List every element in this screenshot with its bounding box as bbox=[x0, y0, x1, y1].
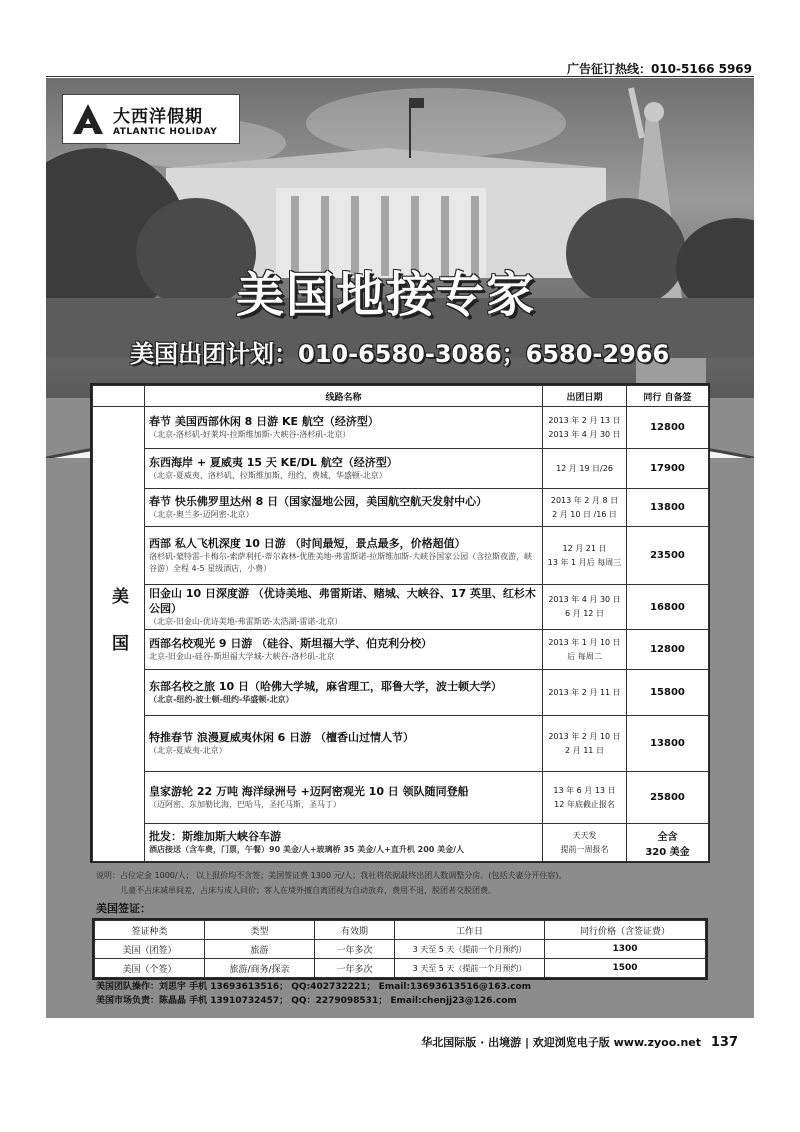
divider bbox=[46, 76, 754, 77]
visa-cell: 旅游 bbox=[205, 940, 315, 959]
route-price: 12800 bbox=[627, 630, 709, 670]
region-header bbox=[93, 386, 145, 407]
visa-cell: 一年多次 bbox=[315, 940, 395, 959]
logo-english: ATLANTIC HOLIDAY bbox=[113, 126, 218, 137]
route-title: 特推春节 浪漫夏威夷休闲 6 日游 （檀香山过情人节） bbox=[149, 731, 414, 744]
route-itinerary: （迈阿密、东加勒比海，巴哈马，圣托马斯，圣马丁） bbox=[149, 800, 341, 809]
route-date: 2013 年 2 月 10 日 bbox=[548, 731, 621, 741]
route-date: 13 年 1 月后 每周三 bbox=[547, 557, 622, 567]
tour-plan-phone: 美国出团计划：010-6580-3086；6580-2966 bbox=[130, 340, 670, 368]
visa-cell: 美国（团签） bbox=[95, 940, 205, 959]
route-date: 12 月 21 日 bbox=[562, 543, 607, 553]
contact-line: 美国团队操作：刘思宇 手机 13693613516； QQ:402732221； Email:13693613516@163.com bbox=[96, 982, 532, 992]
price-header: 同行 自备签 bbox=[627, 386, 709, 407]
table-row bbox=[93, 824, 709, 862]
route-itinerary: 洛杉矶-蒙特雷-卡梅尔-索萨利托-蒂尔森林-优胜美地-弗雷斯诺-拉斯维加斯-大峡谷国家公园（含拉斯夜游，峡谷游）全程 4-5 星级酒店，小费） bbox=[149, 552, 533, 573]
visa-cell: 一年多次 bbox=[315, 959, 395, 978]
route-date: 后 每周二 bbox=[567, 651, 602, 661]
page-number: 137 bbox=[710, 1035, 738, 1050]
table-row bbox=[93, 585, 709, 630]
route-price: 15800 bbox=[627, 670, 709, 716]
visa-cell: 3 天至 5 天（提前一个月预约） bbox=[395, 959, 545, 978]
route-title: 旧金山 10 日深度游 （优诗美地、弗雷斯诺、赌城、大峡谷、17 英里、红杉木公园） bbox=[149, 587, 536, 615]
route-title: 东西海岸 + 夏威夷 15 天 KE/DL 航空（经济型） bbox=[149, 456, 398, 469]
route-date: 2013 年 4 月 30 日 bbox=[548, 429, 621, 439]
visa-cell: 旅游/商务/探亲 bbox=[205, 959, 315, 978]
route-date: 2013 年 1 月 10 日 bbox=[548, 637, 621, 647]
visa-header: 类型 bbox=[205, 921, 315, 940]
route-itinerary: （北京-奥兰多-迈阿密-北京） bbox=[149, 510, 254, 519]
banner-image bbox=[46, 78, 754, 398]
visa-row bbox=[95, 940, 706, 959]
route-price: 13800 bbox=[627, 489, 709, 527]
footer-text: 华北国际版 · 出境游 | 欢迎浏览电子版 www.zyoo.net bbox=[421, 1036, 702, 1049]
route-date: 6 月 12 日 bbox=[565, 609, 604, 618]
table-row bbox=[93, 630, 709, 670]
visa-row bbox=[95, 959, 706, 978]
route-title: 春节 快乐佛罗里达州 8 日（国家湿地公园，美国航空航天发射中心） bbox=[149, 495, 488, 508]
page-footer bbox=[421, 1034, 738, 1050]
slogan: 美国地接专家 bbox=[236, 267, 537, 323]
table-row bbox=[93, 772, 709, 824]
route-date: 2 月 11 日 bbox=[565, 745, 604, 755]
route-price: 全含 bbox=[657, 831, 678, 843]
notes bbox=[96, 868, 716, 898]
visa-header: 同行价格（含签证费） bbox=[545, 921, 706, 940]
table-row bbox=[93, 670, 709, 716]
table-row bbox=[93, 716, 709, 772]
contacts bbox=[96, 980, 531, 1008]
route-price: 25800 bbox=[627, 772, 709, 824]
route-itinerary: （北京-纽约-波士顿-纽约-华盛顿-北京） bbox=[149, 695, 294, 704]
route-title: 春节 美国西部休闲 8 日游 KE 航空（经济型） bbox=[149, 415, 379, 428]
route-title: 西部名校观光 9 日游 （硅谷、斯坦福大学、伯克利分校） bbox=[149, 637, 433, 650]
visa-section-title: 美国签证： bbox=[96, 902, 151, 915]
route-itinerary: （北京-洛杉矶-好莱坞-拉斯维加斯-大峡谷-洛杉矶-北京） bbox=[149, 430, 351, 439]
note-line: 说明：占位定金 1000/人； 以上报价均不含签；美国签证费 1300 元/人；我社将依据最终出团人数调整分房。(包括夫妻分开住宿)。 bbox=[96, 871, 567, 880]
region-label: 美国 bbox=[93, 407, 145, 862]
route-date: 12 年底截止报名 bbox=[554, 799, 615, 809]
route-date: 2013 年 2 月 8 日 bbox=[550, 495, 619, 505]
logo-chinese: 大西洋假期 bbox=[113, 106, 203, 127]
route-date: 12 月 19 日/26 bbox=[556, 463, 613, 473]
route-itinerary: （北京-夏威夷、洛杉矶、拉斯维加斯、纽约、费城、华盛顿-北京） bbox=[149, 471, 387, 480]
table-row bbox=[93, 527, 709, 585]
route-itinerary: （北京-旧金山-优诗美地-弗雷斯诺-太浩湖-雷诺-北京） bbox=[149, 617, 343, 626]
visa-cell: 美国（个签） bbox=[95, 959, 205, 978]
route-date: 天天发 bbox=[572, 830, 597, 840]
routes-table bbox=[90, 383, 710, 863]
route-price: 23500 bbox=[627, 527, 709, 585]
route-title: 批发：斯维加斯大峡谷车游 bbox=[149, 830, 281, 843]
route-price: 12800 bbox=[627, 407, 709, 449]
table-row bbox=[93, 407, 709, 449]
route-date: 2013 年 4 月 30 日 bbox=[548, 595, 621, 604]
route-title: 西部 私人飞机深度 10 日游 （时间最短，景点最多，价格超值） bbox=[149, 537, 466, 550]
visa-table bbox=[92, 918, 708, 980]
route-title: 东部名校之旅 10 日（哈佛大学城，麻省理工，耶鲁大学，波士顿大学） bbox=[149, 680, 502, 693]
route-date: 2 月 10 日 /16 日 bbox=[552, 509, 617, 519]
route-price: 320 美金 bbox=[645, 846, 690, 858]
route-date: 13 年 6 月 13 日 bbox=[553, 785, 616, 795]
company-logo bbox=[62, 94, 240, 144]
table-row bbox=[93, 449, 709, 489]
ad-hotline: 广告征订热线：010-5166 5969 bbox=[566, 62, 752, 76]
visa-price: 1500 bbox=[545, 959, 706, 978]
atlantic-logo-icon bbox=[71, 102, 105, 136]
route-date: 2013 年 2 月 13 日 bbox=[548, 415, 621, 425]
route-price: 17900 bbox=[627, 449, 709, 489]
visa-header-row bbox=[95, 921, 706, 940]
route-price: 16800 bbox=[627, 585, 709, 630]
visa-header: 工作日 bbox=[395, 921, 545, 940]
route-price: 13800 bbox=[627, 716, 709, 772]
route-itinerary: 北京-旧金山-硅谷-斯坦福大学城-大峡谷-洛杉矶-北京 bbox=[149, 652, 335, 661]
table-header-row bbox=[93, 386, 709, 407]
route-date: 2013 年 2 月 11 日 bbox=[548, 687, 621, 697]
route-header: 线路名称 bbox=[145, 386, 543, 407]
visa-header: 有效期 bbox=[315, 921, 395, 940]
note-line: 儿童不占床减单间差，占床与成人同价；客人在境外擅自离团视为自动放弃，费用不退，脱团者交脱团费。 bbox=[120, 886, 496, 895]
visa-header: 签证种类 bbox=[95, 921, 205, 940]
route-date: 提前一周报名 bbox=[560, 844, 609, 854]
route-itinerary: 酒店接送（含车费，门票，午餐）90 美金/人+玻璃桥 35 美金/人+直升机 200 美金/人 bbox=[149, 845, 465, 854]
visa-cell: 3 天至 5 天（提前一个月预约） bbox=[395, 940, 545, 959]
route-title: 皇家游轮 22 万吨 海洋绿洲号 +迈阿密观光 10 日 领队随同登船 bbox=[149, 785, 469, 798]
visa-price: 1300 bbox=[545, 940, 706, 959]
table-row bbox=[93, 489, 709, 527]
route-itinerary: （北京-夏威夷-北京） bbox=[149, 746, 227, 755]
date-header: 出团日期 bbox=[543, 386, 627, 407]
contact-line: 美国市场负责：陈晶晶 手机 13910732457； QQ：2279098531； Email:chenjj23@126.com bbox=[96, 996, 517, 1006]
